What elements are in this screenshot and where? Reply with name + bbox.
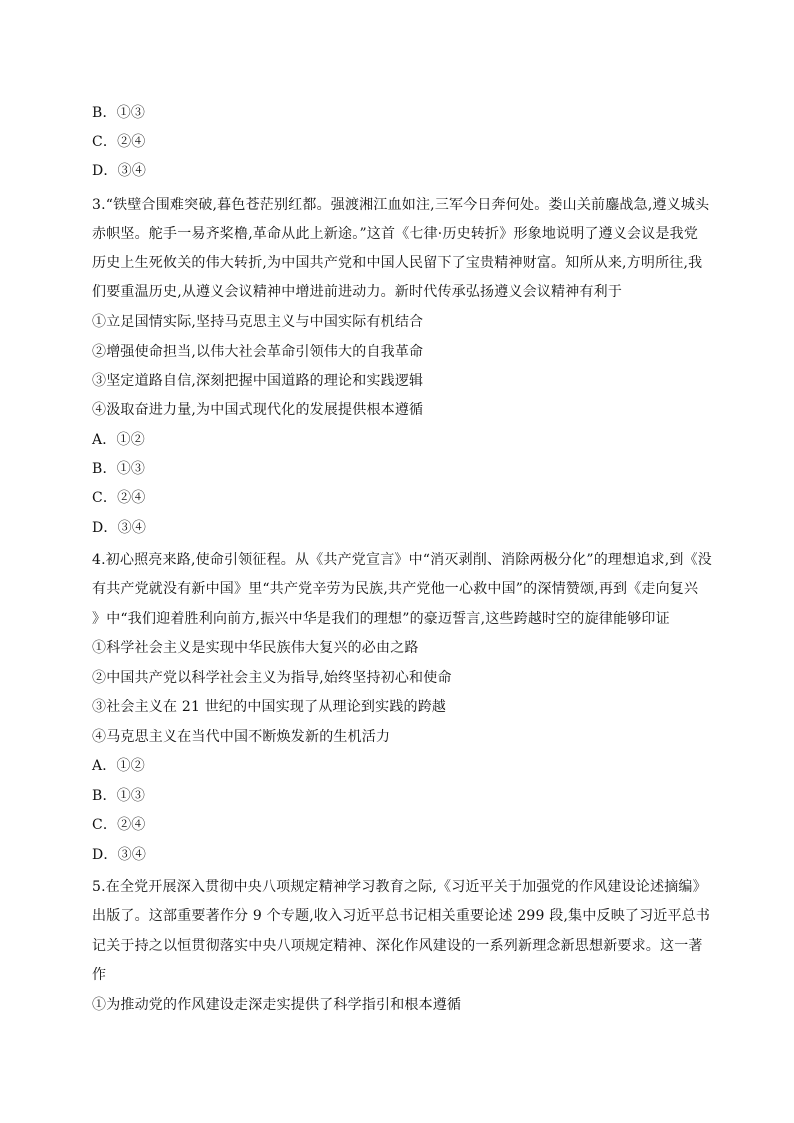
option-d: D．③④ [92,847,147,863]
option-d: D．③④ [92,520,147,536]
question-5-text: 5.在全党开展深入贯彻中央八项规定精神学习教育之际,《习近平关于加强党的作风建设论述摘编》 [92,879,707,895]
question-4-statement: ③社会主义在 21 世纪的中国实现了从理论到实践的跨越 [92,699,447,715]
question-5-text: 作 [92,967,107,983]
question-4-statement: ①科学社会主义是实现中华民族伟大复兴的必由之路 [92,640,419,656]
option-b: B．①③ [92,105,146,121]
question-3-statement: ④汲取奋进力量,为中国式现代化的发展提供根本遵循 [92,402,424,418]
question-3-statement: ②增强使命担当,以伟大社会革命引领伟大的自我革命 [92,344,424,360]
question-5-text: 记关于持之以恒贯彻落实中央八项规定精神、深化作风建设的一系列新理念新思想新要求。这一著 [92,938,703,954]
option-c: C．②④ [92,817,146,833]
question-5-text: 出版了。这部重要著作分 9 个专题,收入习近平总书记相关重要论述 299 段,集中反映了习近平总书 [92,908,711,924]
question-3-text: 赤帜坚。舵手一易齐桨橹,革命从此上新途。”这首《七律·历史转折》形象地说明了遵义会议是我党 [92,226,699,242]
option-d: D．③④ [92,163,147,179]
option-c: C．②④ [92,490,146,506]
question-4-statement: ②中国共产党以科学社会主义为指导,始终坚持初心和使命 [92,670,452,686]
option-b: B．①③ [92,461,146,477]
question-3-statement: ①立足国情实际,坚持马克思主义与中国实际有机结合 [92,314,424,330]
question-4-text: 4.初心照亮来路,使命引领征程。从《共产党宣言》中“消灭剥削、消除两极分化”的理想追求,到《没 [92,552,712,568]
option-a: A．①② [92,758,145,774]
question-3-text: 们要重温历史,从遵义会议精神中增进前进动力。新时代传承弘扬遵义会议精神有利于 [92,284,623,300]
question-4-statement: ④马克思主义在当代中国不断焕发新的生机活力 [92,729,391,745]
option-a: A．①② [92,432,145,448]
question-5-statement: ①为推动党的作风建设走深走实提供了科学指引和根本遵循 [92,997,462,1013]
question-3-text: 历史上生死攸关的伟大转折,为中国共产党和中国人民留下了宝贵精神财富。知所从来,方明所往,我 [92,255,703,271]
option-c: C．②④ [92,134,146,150]
question-4-text: 有共产党就没有新中国》里“共产党辛劳为民族,共产党他一心救中国”的深情赞颂,再到《走向复兴 [92,581,699,597]
question-3-statement: ③坚定道路自信,深刻把握中国道路的理论和实践逻辑 [92,373,424,389]
question-3-text: 3.“铁壁合围难突破,暮色苍茫别红都。强渡湘江血如注,三军今日奔何处。娄山关前鏖战急,遵义城头 [92,197,710,213]
option-b: B．①③ [92,788,146,804]
question-4-text: 》中“我们迎着胜利向前方,振兴中华是我们的理想”的豪迈誓言,这些跨越时空的旋律能够印证 [92,611,670,627]
